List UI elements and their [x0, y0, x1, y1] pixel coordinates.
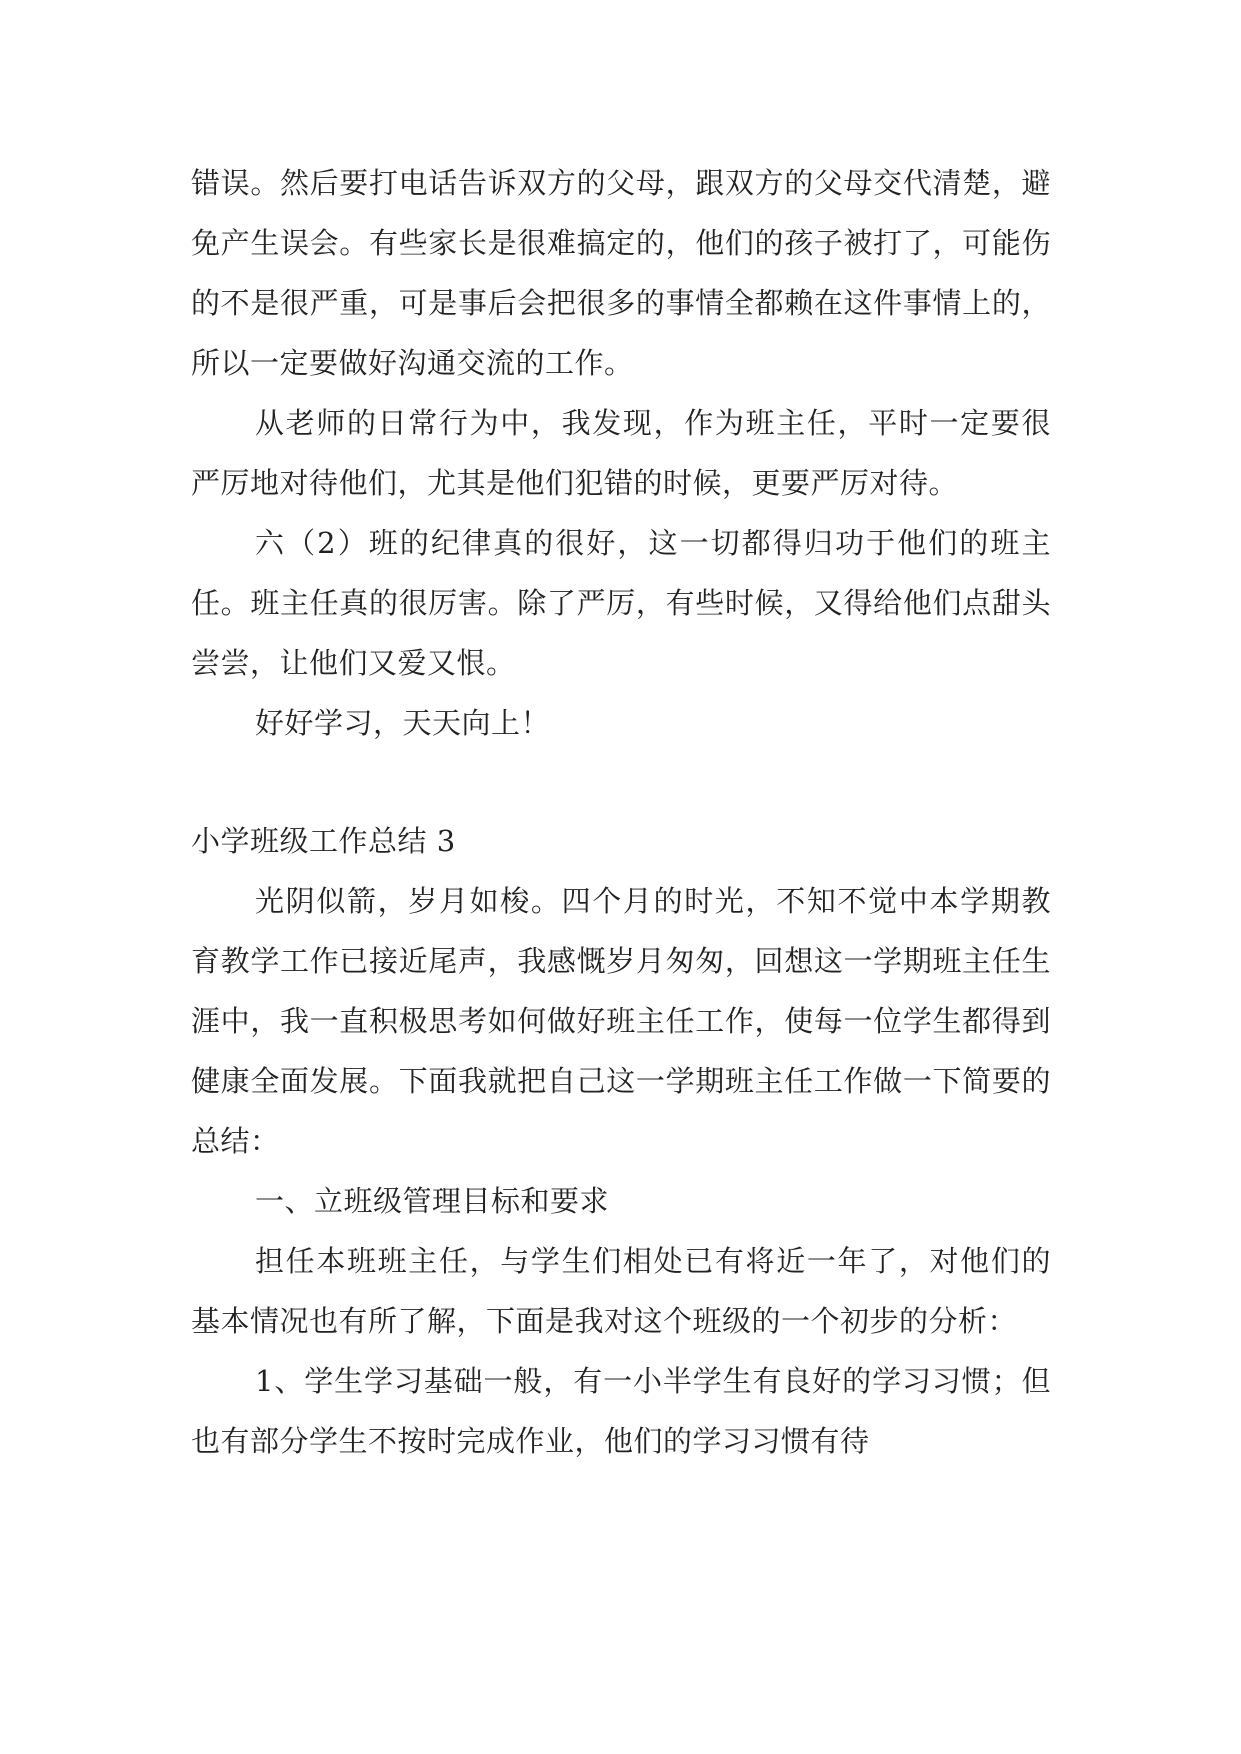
paragraph-analysis-intro: 担任本班班主任，与学生们相处已有将近一年了，对他们的基本情况也有所了解，下面是我对这个班级的一个初步的分析：	[191, 1244, 1051, 1338]
paragraph-motto: 好好学习，天天向上！	[255, 706, 551, 740]
paragraph-analysis-item-1: 1、学生学习基础一般，有一小半学生有良好的学习习惯；但也有部分学生不按时完成作业，他们的学习习惯有待	[191, 1364, 1051, 1458]
subheading-goals: 一、立班级管理目标和要求	[255, 1184, 610, 1218]
paragraph-intro: 光阴似箭，岁月如梭。四个月的时光，不知不觉中本学期教育教学工作已接近尾声，我感慨岁月匆匆，回想这一学期班主任生涯中，我一直积极思考如何做好班主任工作，使每一位学生都得到健康全面发展。下面我就把自己这一学期班主任工作做一下简要的总结：	[191, 884, 1051, 1158]
section-title: 小学班级工作总结 3	[191, 824, 456, 858]
paragraph-continuation: 错误。然后要打电话告诉双方的父母，跟双方的父母交代清楚，避免产生误会。有些家长是很难搞定的，他们的孩子被打了，可能伤的不是很严重，可是事后会把很多的事情全都赖在这件事情上的，所以一定要做好沟通交流的工作。	[191, 166, 1051, 380]
paragraph-teacher-behavior: 从老师的日常行为中，我发现，作为班主任，平时一定要很严厉地对待他们，尤其是他们犯错的时候，更要严厉对待。	[191, 406, 1051, 500]
document-body	[191, 153, 1051, 1471]
paragraph-class-discipline: 六（2）班的纪律真的很好，这一切都得归功于他们的班主任。班主任真的很厉害。除了严厉，有些时候，又得给他们点甜头尝尝，让他们又爱又恨。	[191, 526, 1051, 680]
